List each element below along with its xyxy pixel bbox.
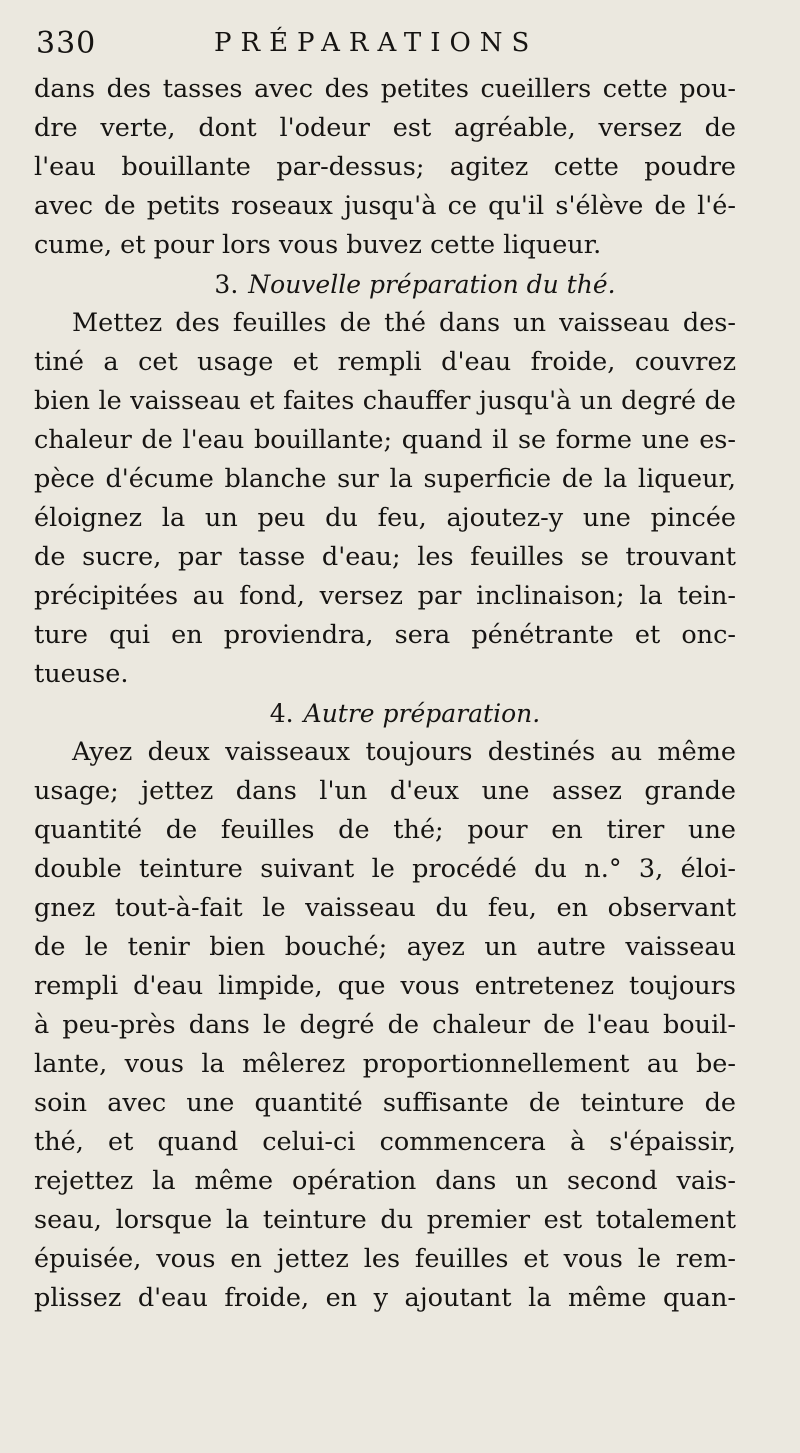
text-line: chaleur de l'eau bouillante; quand il se forme une es- <box>34 425 736 455</box>
section-title: Autre préparation. <box>303 699 541 728</box>
text-line: usage; jettez dans l'un d'eux une assez grande <box>34 776 736 806</box>
text-line: thé, et quand celui-ci commencera à s'épaissir, <box>34 1127 736 1157</box>
text-line: rempli d'eau limpide, que vous entretenez toujours <box>34 971 736 1001</box>
page-header <box>36 26 776 66</box>
text-line: dans des tasses avec des petites cueillers cette pou- <box>34 74 736 104</box>
text-line: bien le vaisseau et faites chauffer jusqu'à un degré de <box>34 386 736 416</box>
text-line: quantité de feuilles de thé; pour en tirer une <box>34 815 736 845</box>
section-heading-4 <box>34 694 736 733</box>
text-line: double teinture suivant le procédé du n.° 3, éloi- <box>34 854 736 884</box>
text-line: lante, vous la mêlerez proportionnellement au be- <box>34 1049 736 1079</box>
text-line: Mettez des feuilles de thé dans un vaisseau des- <box>72 308 736 338</box>
text-line: soin avec une quantité suffisante de teinture de <box>34 1088 736 1118</box>
text-line: de le tenir bien bouché; ayez un autre vaisseau <box>34 932 736 962</box>
text-line: avec de petits roseaux jusqu'à ce qu'il s'élève de l'é- <box>34 191 736 221</box>
text-line: à peu-près dans le degré de chaleur de l'eau bouil- <box>34 1010 736 1040</box>
text-line: éloignez la un peu du feu, ajoutez-y une pincée <box>34 503 736 533</box>
text-line: gnez tout-à-fait le vaisseau du feu, en observant <box>34 893 736 923</box>
page-number: 330 <box>36 26 97 61</box>
text-line: tiné a cet usage et rempli d'eau froide, couvrez <box>34 347 736 377</box>
page-body <box>34 70 736 1318</box>
section-number: 4. <box>269 699 294 728</box>
text-line: Ayez deux vaisseaux toujours destinés au même <box>72 737 736 767</box>
text-line: épuisée, vous en jettez les feuilles et vous le rem- <box>34 1244 736 1274</box>
text-line: tueuse. <box>34 659 129 689</box>
text-line: précipitées au fond, versez par inclinaison; la tein- <box>34 581 736 611</box>
text-line: seau, lorsque la teinture du premier est totalement <box>34 1205 736 1235</box>
section-heading-3 <box>34 265 736 304</box>
text-line: plissez d'eau froide, en y ajoutant la même quan- <box>34 1283 736 1313</box>
text-line: l'eau bouillante par-dessus; agitez cette poudre <box>34 152 736 182</box>
text-line: de sucre, par tasse d'eau; les feuilles se trouvant <box>34 542 736 572</box>
running-head: PRÉPARATIONS <box>214 28 539 58</box>
text-line: cume, et pour lors vous buvez cette liqueur. <box>34 230 602 260</box>
section-number: 3. <box>214 270 239 299</box>
text-line: ture qui en proviendra, sera pénétrante et onc- <box>34 620 736 650</box>
text-line: dre verte, dont l'odeur est agréable, versez de <box>34 113 736 143</box>
text-line: pèce d'écume blanche sur la superficie de la liqueur, <box>34 464 736 494</box>
section-title: Nouvelle préparation du thé. <box>248 270 616 299</box>
text-line: rejettez la même opération dans un second vais- <box>34 1166 736 1196</box>
